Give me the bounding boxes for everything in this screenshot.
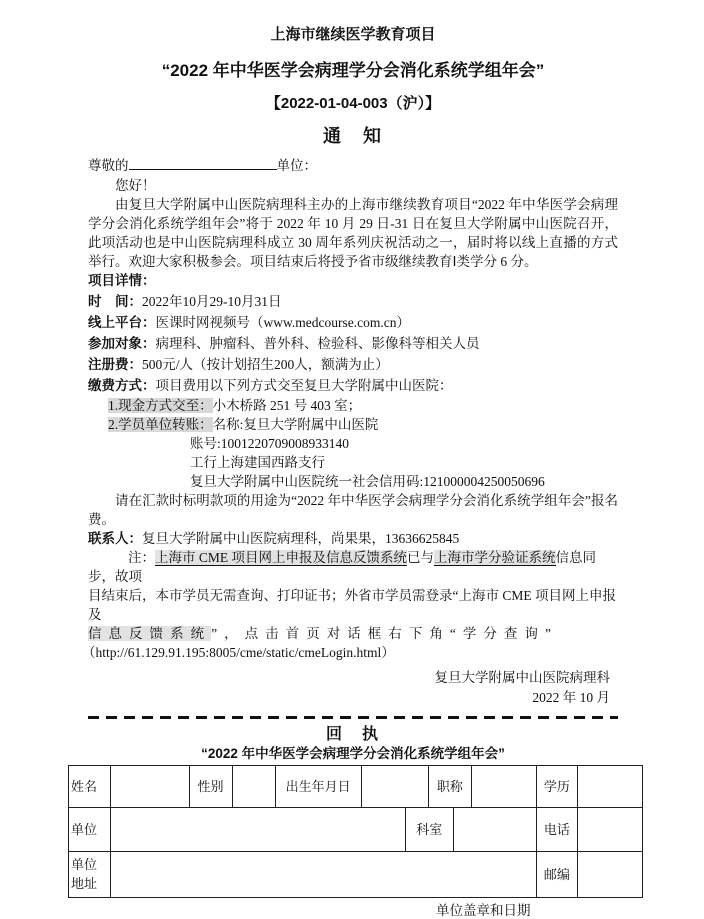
receipt-table	[68, 765, 643, 898]
payment-cash-value: 小木桥路 251 号 403 室；	[212, 398, 362, 413]
cme-system-link-text: 上海市 CME 项目网上申报及信息反馈系统	[155, 550, 408, 565]
note-line-2: 目结束后，本市学员无需查询、打印证书；外省市学员需登录“上海市 CME 项目网上申报及	[88, 588, 616, 622]
field-input-address	[110, 851, 536, 897]
field-input-name	[110, 765, 189, 807]
note-mid: 已与	[407, 550, 435, 565]
field-label-postcode: 邮编	[536, 851, 577, 897]
payment-cash-label: 1.现金方式交至：	[108, 398, 213, 413]
field-input-department	[453, 807, 536, 851]
salutation-prefix: 尊敬的	[88, 158, 129, 173]
detail-audience-label: 参加对象：	[88, 336, 156, 351]
project-title: 上海市继续医学教育项目	[270, 26, 436, 43]
field-label-education: 学历	[536, 765, 577, 807]
contact-value: 复旦大学附属中山医院病理科，尚果果，13636625845	[142, 531, 460, 546]
field-label-address	[69, 851, 111, 897]
payment-transfer-line	[88, 415, 618, 434]
conference-title: “2022 年中华医学会病理学分会消化系统学组年会”	[161, 61, 545, 80]
detail-fee-value: 500元/人（按计划招生200人，额满为止）	[142, 357, 389, 372]
signature-block	[88, 668, 618, 708]
detail-payment-method-label: 缴费方式：	[88, 378, 156, 393]
notice-heading: 通 知	[323, 126, 383, 146]
signature-date: 2022 年 10 月	[532, 690, 610, 705]
field-input-birth	[361, 765, 428, 807]
receipt-subtitle: “2022 年中华医学会病理学分会消化系统学组年会”	[201, 745, 505, 761]
receipt-row-1	[69, 765, 643, 807]
note-feedback-system-text: 信息反馈系统	[88, 626, 212, 641]
payment-cash-line	[88, 396, 618, 415]
note-line-3-rest: ”，点击首页对话框右下角“学分查询”	[211, 626, 558, 641]
contact-label: 联系人：	[88, 531, 142, 546]
detail-fee-label: 注册费：	[88, 357, 142, 372]
credit-verify-system-link-text: 上海市学分验证系统	[434, 550, 556, 565]
note-suffix: 信息同步，故项	[88, 550, 597, 584]
field-input-work-unit	[110, 807, 405, 851]
signature-org: 复旦大学附属中山医院病理科	[434, 670, 610, 685]
note-prefix: 注：	[128, 550, 155, 565]
payment-credit-code-line: 复旦大学附属中山医院统一社会信用码:121000004250050696	[190, 474, 545, 489]
detail-time-label: 时 间：	[88, 294, 142, 309]
detail-platform-value: 医课时网视频号（www.medcourse.com.cn）	[155, 315, 410, 330]
payment-transfer-value: 名称:复旦大学附属中山医院	[212, 417, 379, 432]
unit-name-blank	[129, 156, 277, 170]
field-input-postcode	[578, 851, 643, 897]
details-heading: 项目详情：	[88, 273, 156, 288]
field-input-gender	[232, 765, 275, 807]
field-label-name: 姓名	[69, 765, 111, 807]
project-code: 【2022-01-04-003（沪）】	[265, 95, 441, 112]
note-line-3	[88, 624, 618, 643]
receipt-row-2	[69, 807, 643, 851]
payment-account-line: 账号:1001220709008933140	[190, 436, 350, 451]
note-url-line: （http://61.129.91.195:8005/cme/static/cmeLogin.html）	[82, 645, 395, 660]
field-label-department: 科室	[405, 807, 453, 851]
stamp-note: 单位盖章和日期	[436, 902, 531, 918]
field-label-birth: 出生年月日	[275, 765, 361, 807]
detail-time	[88, 291, 618, 312]
receipt-heading: 回 执	[325, 725, 380, 743]
payment-bank-line: 工行上海建国西路支行	[190, 455, 325, 470]
field-label-address-line2: 地址	[71, 876, 98, 891]
note-line-1	[88, 548, 618, 586]
field-input-phone	[578, 807, 643, 851]
remit-note: 请在汇款时标明款项的用途为“2022 年中华医学会病理学分会消化系统学组年会”报名费。	[88, 493, 618, 527]
detail-audience-value: 病理科、肿瘤科、普外科、检验科、影像科等相关人员	[155, 336, 480, 351]
payment-transfer-label: 2.学员单位转账：	[108, 417, 213, 432]
receipt-row-3	[69, 851, 643, 897]
detail-platform	[88, 312, 618, 333]
greeting-line: 您好！	[115, 178, 156, 193]
detail-audience	[88, 333, 618, 354]
detail-payment-method	[88, 375, 618, 396]
intro-paragraph: 由复旦大学附属中山医院病理科主办的上海市继续教育项目“2022 年中华医学会病理学分会消化系统学组年会”将于 2022 年 10 月 29 日-31 日在复旦大学附属中山医院召开，此项活动也是中山医院病理科成立 30 周年系列庆祝活动之一，届时将以线上直播的方式举行。欢迎大家积极参会。项目结束后将授予省市级继续教育Ⅰ类学分 6 分。	[88, 197, 618, 269]
salutation-suffix: 单位：	[276, 158, 317, 173]
field-label-work-unit: 单位	[69, 807, 111, 851]
detail-platform-label: 线上平台：	[88, 315, 156, 330]
salutation-line	[88, 156, 618, 176]
field-label-gender: 性别	[189, 765, 232, 807]
field-label-phone: 电话	[536, 807, 577, 851]
contact-line	[88, 529, 618, 548]
detail-time-value: 2022年10月29-10月31日	[142, 294, 282, 309]
field-input-job-title	[471, 765, 536, 807]
field-label-job-title: 职称	[428, 765, 471, 807]
field-label-address-line1: 单位	[71, 857, 98, 872]
detail-payment-method-value: 项目费用以下列方式交至复旦大学附属中山医院：	[155, 378, 453, 393]
dashed-separator	[88, 716, 618, 719]
detail-fee	[88, 354, 618, 375]
field-input-education	[578, 765, 643, 807]
